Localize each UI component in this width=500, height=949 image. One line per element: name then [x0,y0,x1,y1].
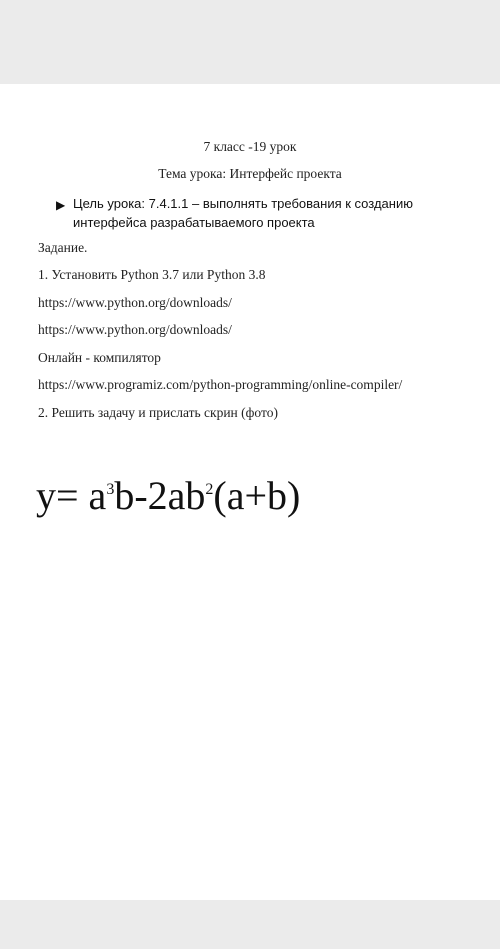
formula-part-1: y= a [36,473,107,518]
online-compiler-label: Онлайн - компилятор [38,350,161,365]
lesson-goal-text [56,194,486,232]
online-compiler-link[interactable]: https://www.programiz.com/python-programming/online-compiler/ [38,377,403,392]
step-solve-task: 2. Решить задачу и прислать скрин (фото) [38,405,278,420]
lesson-goal-label: Цель урока: [73,196,146,211]
formula [36,472,300,519]
document-page [0,84,500,900]
lesson-topic: Тема урока: Интерфейс проекта [158,166,342,181]
lesson-goal [56,194,486,232]
formula-exponent-1: 3 [106,480,115,498]
bullet-arrow-icon: ▶ [56,198,66,212]
formula-part-2: b-2ab [114,473,206,518]
formula-exponent-2: 2 [205,480,214,498]
grade-lesson-title: 7 класс -19 урок [203,139,297,154]
formula-part-3: (a+b) [213,473,301,518]
python-download-link-2[interactable]: https://www.python.org/downloads/ [38,322,232,337]
python-download-link[interactable]: https://www.python.org/downloads/ [38,295,232,310]
task-heading: Задание. [38,240,88,255]
step-install-python: 1. Установить Python 3.7 или Python 3.8 [38,267,266,282]
lesson-goal-description: 7.4.1.1 – выполнять требования к созданию интерфейса разрабатываемого проекта [73,196,413,230]
